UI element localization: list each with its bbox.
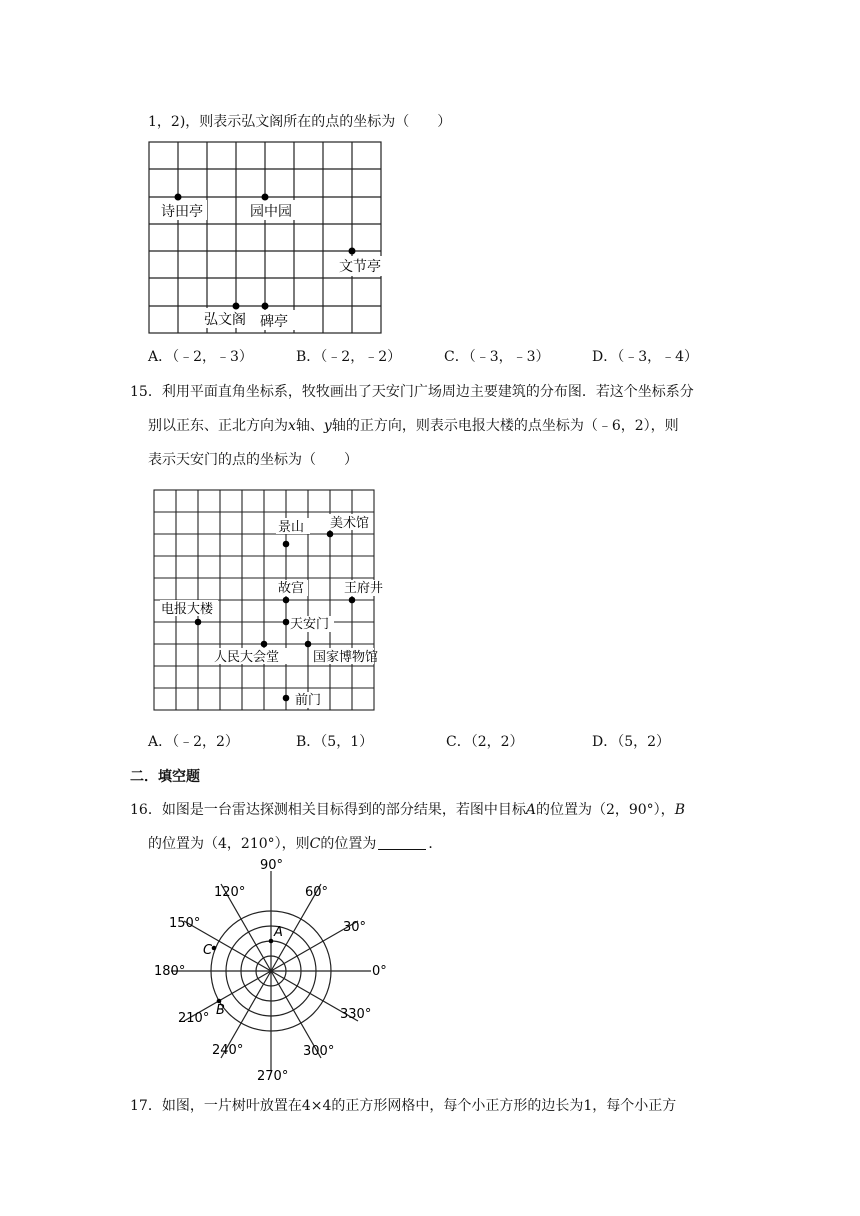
q15-line2: 别以正东、正北方向为x轴、y轴的正方向，则表示电报大楼的点坐标为（﹣6，2），则 (148, 418, 679, 434)
q15-line3: 表示天安门的点的坐标为（ ） (148, 452, 358, 468)
q14-option-b[interactable]: B．（﹣2，﹣2） (296, 349, 402, 365)
point-label-C: C (203, 943, 213, 958)
q15-option-a[interactable]: A．（﹣2，2） (148, 734, 239, 750)
point-wenjieting (349, 248, 356, 255)
q14-grid-figure (147, 140, 385, 336)
point-qianmen (283, 695, 290, 702)
angle-300: 300° (303, 1044, 335, 1059)
label-renmin: 人民大会堂 (214, 650, 280, 665)
point-dianbao (195, 619, 202, 626)
point-renmin (261, 641, 268, 648)
angle-180: 180° (154, 964, 186, 979)
point-meishuguan (327, 531, 334, 538)
q15-line1: 15．利用平面直角坐标系，牧牧画出了天安门广场周边主要建筑的分布图．若这个坐标系分 (130, 384, 694, 400)
point-label-B: B (216, 1003, 225, 1018)
label-dianbao: 电报大楼 (161, 602, 214, 617)
point-beiting (262, 303, 269, 310)
angle-0: 0° (372, 964, 387, 979)
label-meishuguan: 美术馆 (330, 516, 370, 531)
angle-240: 240° (212, 1043, 244, 1058)
label-wenjieting: 文节亭 (339, 259, 381, 275)
angle-330: 330° (340, 1007, 372, 1022)
label-guojia: 国家博物馆 (313, 650, 379, 665)
point-wangfujing (349, 597, 356, 604)
angle-90: 90° (260, 858, 284, 873)
point-tiananmen (283, 619, 290, 626)
point-shitianting (175, 194, 182, 201)
label-wangfujing: 王府井 (344, 581, 384, 596)
point-jingshan (283, 541, 290, 548)
angle-60: 60° (305, 885, 329, 900)
radar-figure (150, 856, 400, 1082)
point-C (212, 946, 217, 951)
label-hongwenge: 弘文阁 (204, 312, 246, 328)
q14-option-d[interactable]: D．（﹣3，﹣4） (592, 349, 699, 365)
section-title: 二．填空题 (130, 769, 200, 785)
point-hongwenge (233, 303, 240, 310)
label-tiananmen: 天安门 (290, 617, 330, 632)
angle-120: 120° (214, 885, 246, 900)
point-A (269, 939, 274, 944)
label-jingshan: 景山 (278, 520, 305, 535)
label-shitianting: 诗田亭 (161, 204, 203, 220)
q17-line1: 17．如图，一片树叶放置在4×4的正方形网格中，每个小正方形的边长为1，每个小正方 (130, 1098, 677, 1114)
point-guojia (305, 641, 312, 648)
angle-150: 150° (169, 916, 201, 931)
angle-270: 270° (257, 1069, 289, 1084)
q14-option-a[interactable]: A．（﹣2，﹣3） (148, 349, 253, 365)
label-beiting: 碑亭 (260, 314, 288, 330)
q15-option-b[interactable]: B．（5，1） (296, 734, 374, 750)
q15-option-c[interactable]: C．（2，2） (446, 734, 524, 750)
q14-stem: 1，2)，则表示弘文阁所在的点的坐标为（ ） (148, 114, 452, 130)
q16-line2: 的位置为（4，210°），则C的位置为 ． (148, 836, 443, 852)
q15-option-d[interactable]: D．（5，2） (592, 734, 671, 750)
label-gugong: 故宫 (278, 581, 305, 596)
angle-30: 30° (343, 920, 367, 935)
label-qianmen: 前门 (295, 693, 322, 708)
point-yuanzhongyuan (262, 194, 269, 201)
label-yuanzhongyuan: 园中园 (250, 204, 292, 220)
answer-blank[interactable] (378, 835, 426, 850)
point-label-A: A (274, 925, 283, 940)
point-gugong (283, 597, 290, 604)
q14-option-c[interactable]: C．（﹣3，﹣3） (444, 349, 550, 365)
q16-line1: 16．如图是一台雷达探测相关目标得到的部分结果，若图中目标A的位置为（2，90°），B (130, 802, 685, 818)
angle-210: 210° (178, 1011, 210, 1026)
q15-grid-figure (152, 488, 384, 714)
